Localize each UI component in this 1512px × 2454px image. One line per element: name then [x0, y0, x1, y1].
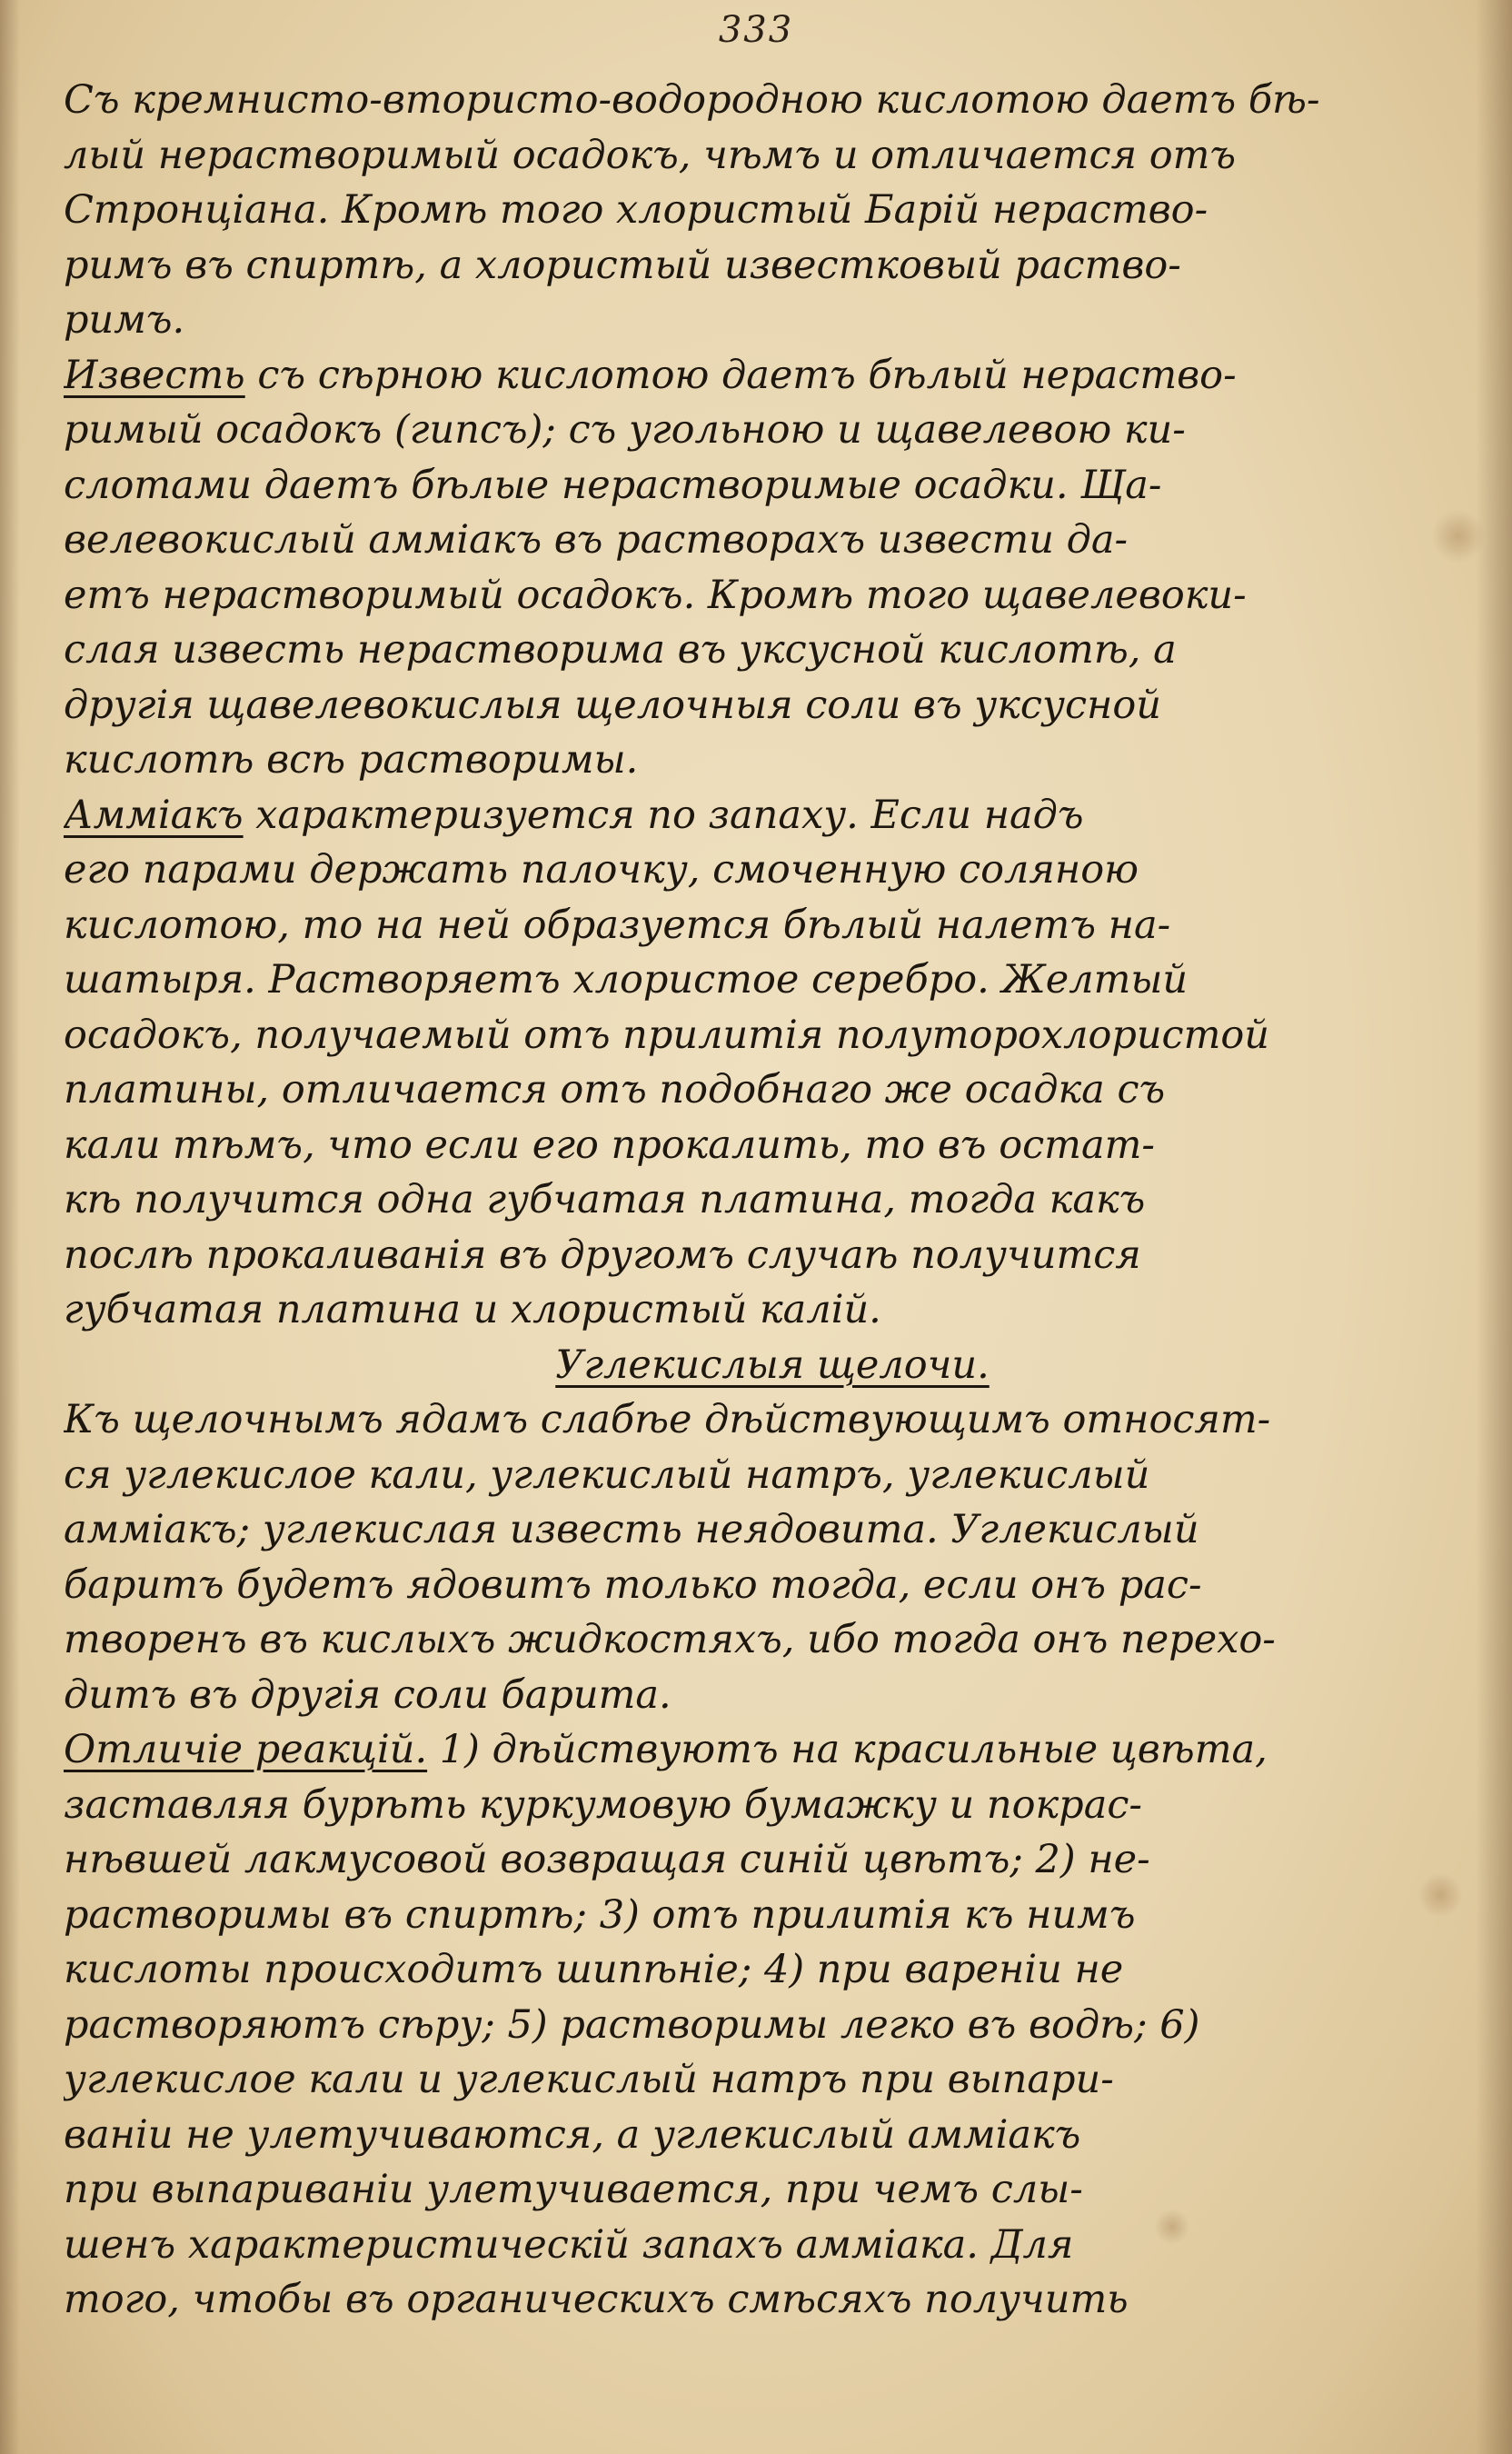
- line-text: его парами держать палочку, смоченную соляною: [64, 847, 1139, 893]
- text-line: [64, 1228, 1445, 1283]
- line-text: римъ.: [64, 297, 185, 343]
- line-text: съ сѣрною кислотою даетъ бѣлый нераство-: [244, 352, 1237, 398]
- text-line: [64, 73, 1445, 128]
- text-line: [64, 1392, 1445, 1448]
- line-text: Къ щелочнымъ ядамъ слабѣе дѣйствующимъ относят-: [64, 1397, 1271, 1442]
- text-line: [64, 1942, 1445, 1998]
- text-line: [64, 843, 1445, 898]
- text-line: [64, 183, 1445, 238]
- line-text: кислоты происходитъ шипѣніе; 4) при вареніи не: [64, 1947, 1124, 1992]
- text-line: [64, 1448, 1445, 1503]
- text-line: [64, 2272, 1445, 2328]
- text-line: [64, 568, 1445, 623]
- line-text: кали тѣмъ, что если его прокалить, то въ остат-: [64, 1122, 1155, 1168]
- text-line: [64, 1888, 1445, 1943]
- underlined-term: Аммiакъ: [64, 792, 244, 838]
- line-text: губчатая платина и хлористый калій.: [64, 1287, 881, 1332]
- underlined-term: Известь: [64, 352, 245, 398]
- line-text: того, чтобы въ органическихъ смѣсяхъ получить: [64, 2277, 1129, 2322]
- line-text: осадокъ, получаемый отъ прилитія полуторохлористой: [64, 1012, 1269, 1058]
- page-number: 333: [718, 9, 794, 51]
- text-line: [64, 1558, 1445, 1613]
- line-text: Стронціана. Кромѣ того хлористый Барій нераство-: [64, 187, 1209, 233]
- line-text: слотами даетъ бѣлые нерастворимые осадки. Ща-: [64, 462, 1162, 508]
- line-text: растворимы въ спиртѣ; 3) отъ прилитія къ нимъ: [64, 1891, 1136, 1938]
- line-text: платины, отличается отъ подобнаго же осадка съ: [64, 1067, 1166, 1112]
- text-line: [64, 1668, 1445, 1723]
- text-line: [64, 2218, 1445, 2273]
- text-line: [64, 458, 1445, 514]
- line-text: растворяютъ сѣру; 5) растворимы легко въ водѣ; 6): [64, 2001, 1200, 2048]
- text-line: [64, 1998, 1445, 2053]
- line-text: послѣ прокаливанія въ другомъ случаѣ получится: [64, 1232, 1141, 1278]
- text-line: [64, 2162, 1445, 2218]
- line-text: другія щавелевокислыя щелочныя соли въ уксусной: [64, 682, 1161, 728]
- page-edge-shadow-left: [0, 0, 20, 2454]
- text-line: [64, 513, 1445, 568]
- line-text: слая известь нерастворима въ уксусной кислотѣ, а: [64, 627, 1177, 673]
- line-text: лый нерастворимый осадокъ, чѣмъ и отличается отъ: [64, 132, 1237, 178]
- line-text: ваніи не улетучиваются, а углекислый аммiакъ: [64, 2111, 1081, 2158]
- text-line: [64, 788, 1445, 843]
- section-heading: [64, 1338, 1445, 1393]
- line-text: кѣ получится одна губчатая платина, тогда какъ: [64, 1177, 1146, 1222]
- text-line: [64, 293, 1445, 348]
- text-line: [64, 403, 1445, 458]
- text-line: [64, 623, 1445, 678]
- text-line: [64, 1062, 1445, 1118]
- text-line: [64, 898, 1445, 953]
- line-text: кислотѣ всѣ растворимы.: [64, 737, 639, 783]
- text-line: [64, 1118, 1445, 1173]
- line-text: Съ кремнисто-втористо-водородною кислотою даетъ бѣ-: [64, 77, 1320, 123]
- text-line: [64, 238, 1445, 294]
- line-text: дитъ въ другія соли барита.: [64, 1671, 671, 1718]
- text-line: [64, 2108, 1445, 2163]
- text-line: [64, 128, 1445, 184]
- text-line: [64, 953, 1445, 1008]
- line-text: кислотою, то на ней образуется бѣлый налетъ на-: [64, 902, 1171, 948]
- text-line: [64, 1612, 1445, 1668]
- underlined-term: Отличіе реакцій.: [64, 1727, 428, 1772]
- line-text: велевокислый аммiакъ въ растворахъ извести да-: [64, 517, 1129, 563]
- line-text: шатыря. Растворяетъ хлористое серебро. Желтый: [64, 957, 1189, 1003]
- text-line: [64, 1282, 1445, 1338]
- line-text: углекислое кали и углекислый натръ при выпари-: [64, 2057, 1114, 2102]
- line-text: шенъ характеристическій запахъ аммiака. Для: [64, 2221, 1074, 2268]
- text-line: [64, 1008, 1445, 1063]
- underlined-term: Углекислыя щелочи.: [555, 1342, 990, 1388]
- text-line: [64, 1172, 1445, 1228]
- line-text: аммiакъ; углекислая известь неядовита. Углекислый: [64, 1507, 1199, 1552]
- line-text: 1) дѣйствуютъ на красильные цвѣта,: [427, 1727, 1268, 1772]
- line-text: нѣвшей лакмусовой возвращая синій цвѣтъ; 2) не-: [64, 1837, 1150, 1882]
- line-text: етъ нерастворимый осадокъ. Кромѣ того щавелевоки-: [64, 572, 1247, 618]
- line-text: римый осадокъ (гипсъ); съ угольною и щавелевою ки-: [64, 407, 1186, 453]
- page-edge-shadow-right: [1476, 0, 1512, 2454]
- text-line: [64, 1502, 1445, 1558]
- text-line: [64, 1722, 1445, 1778]
- line-text: ся углекислое кали, углекислый натръ, углекислый: [64, 1451, 1150, 1498]
- text-line: [64, 348, 1445, 404]
- line-text: творенъ въ кислыхъ жидкостяхъ, ибо тогда онъ перехо-: [64, 1617, 1276, 1662]
- line-text: при выпариваніи улетучивается, при чемъ слы-: [64, 2167, 1083, 2212]
- line-text: баритъ будетъ ядовитъ только тогда, если онъ рас-: [64, 1561, 1202, 1608]
- line-text: римъ въ спиртѣ, а хлористый известковый раство-: [64, 242, 1181, 288]
- line-text: характеризуется по запаху. Если надъ: [243, 792, 1084, 838]
- text-line: [64, 1778, 1445, 1833]
- text-line: [64, 733, 1445, 788]
- handwritten-text-body: [64, 73, 1445, 2328]
- text-line: [64, 678, 1445, 733]
- text-line: [64, 1832, 1445, 1888]
- text-line: [64, 2052, 1445, 2108]
- line-text: заставляя бурѣть куркумовую бумажку и покрас-: [64, 1781, 1142, 1828]
